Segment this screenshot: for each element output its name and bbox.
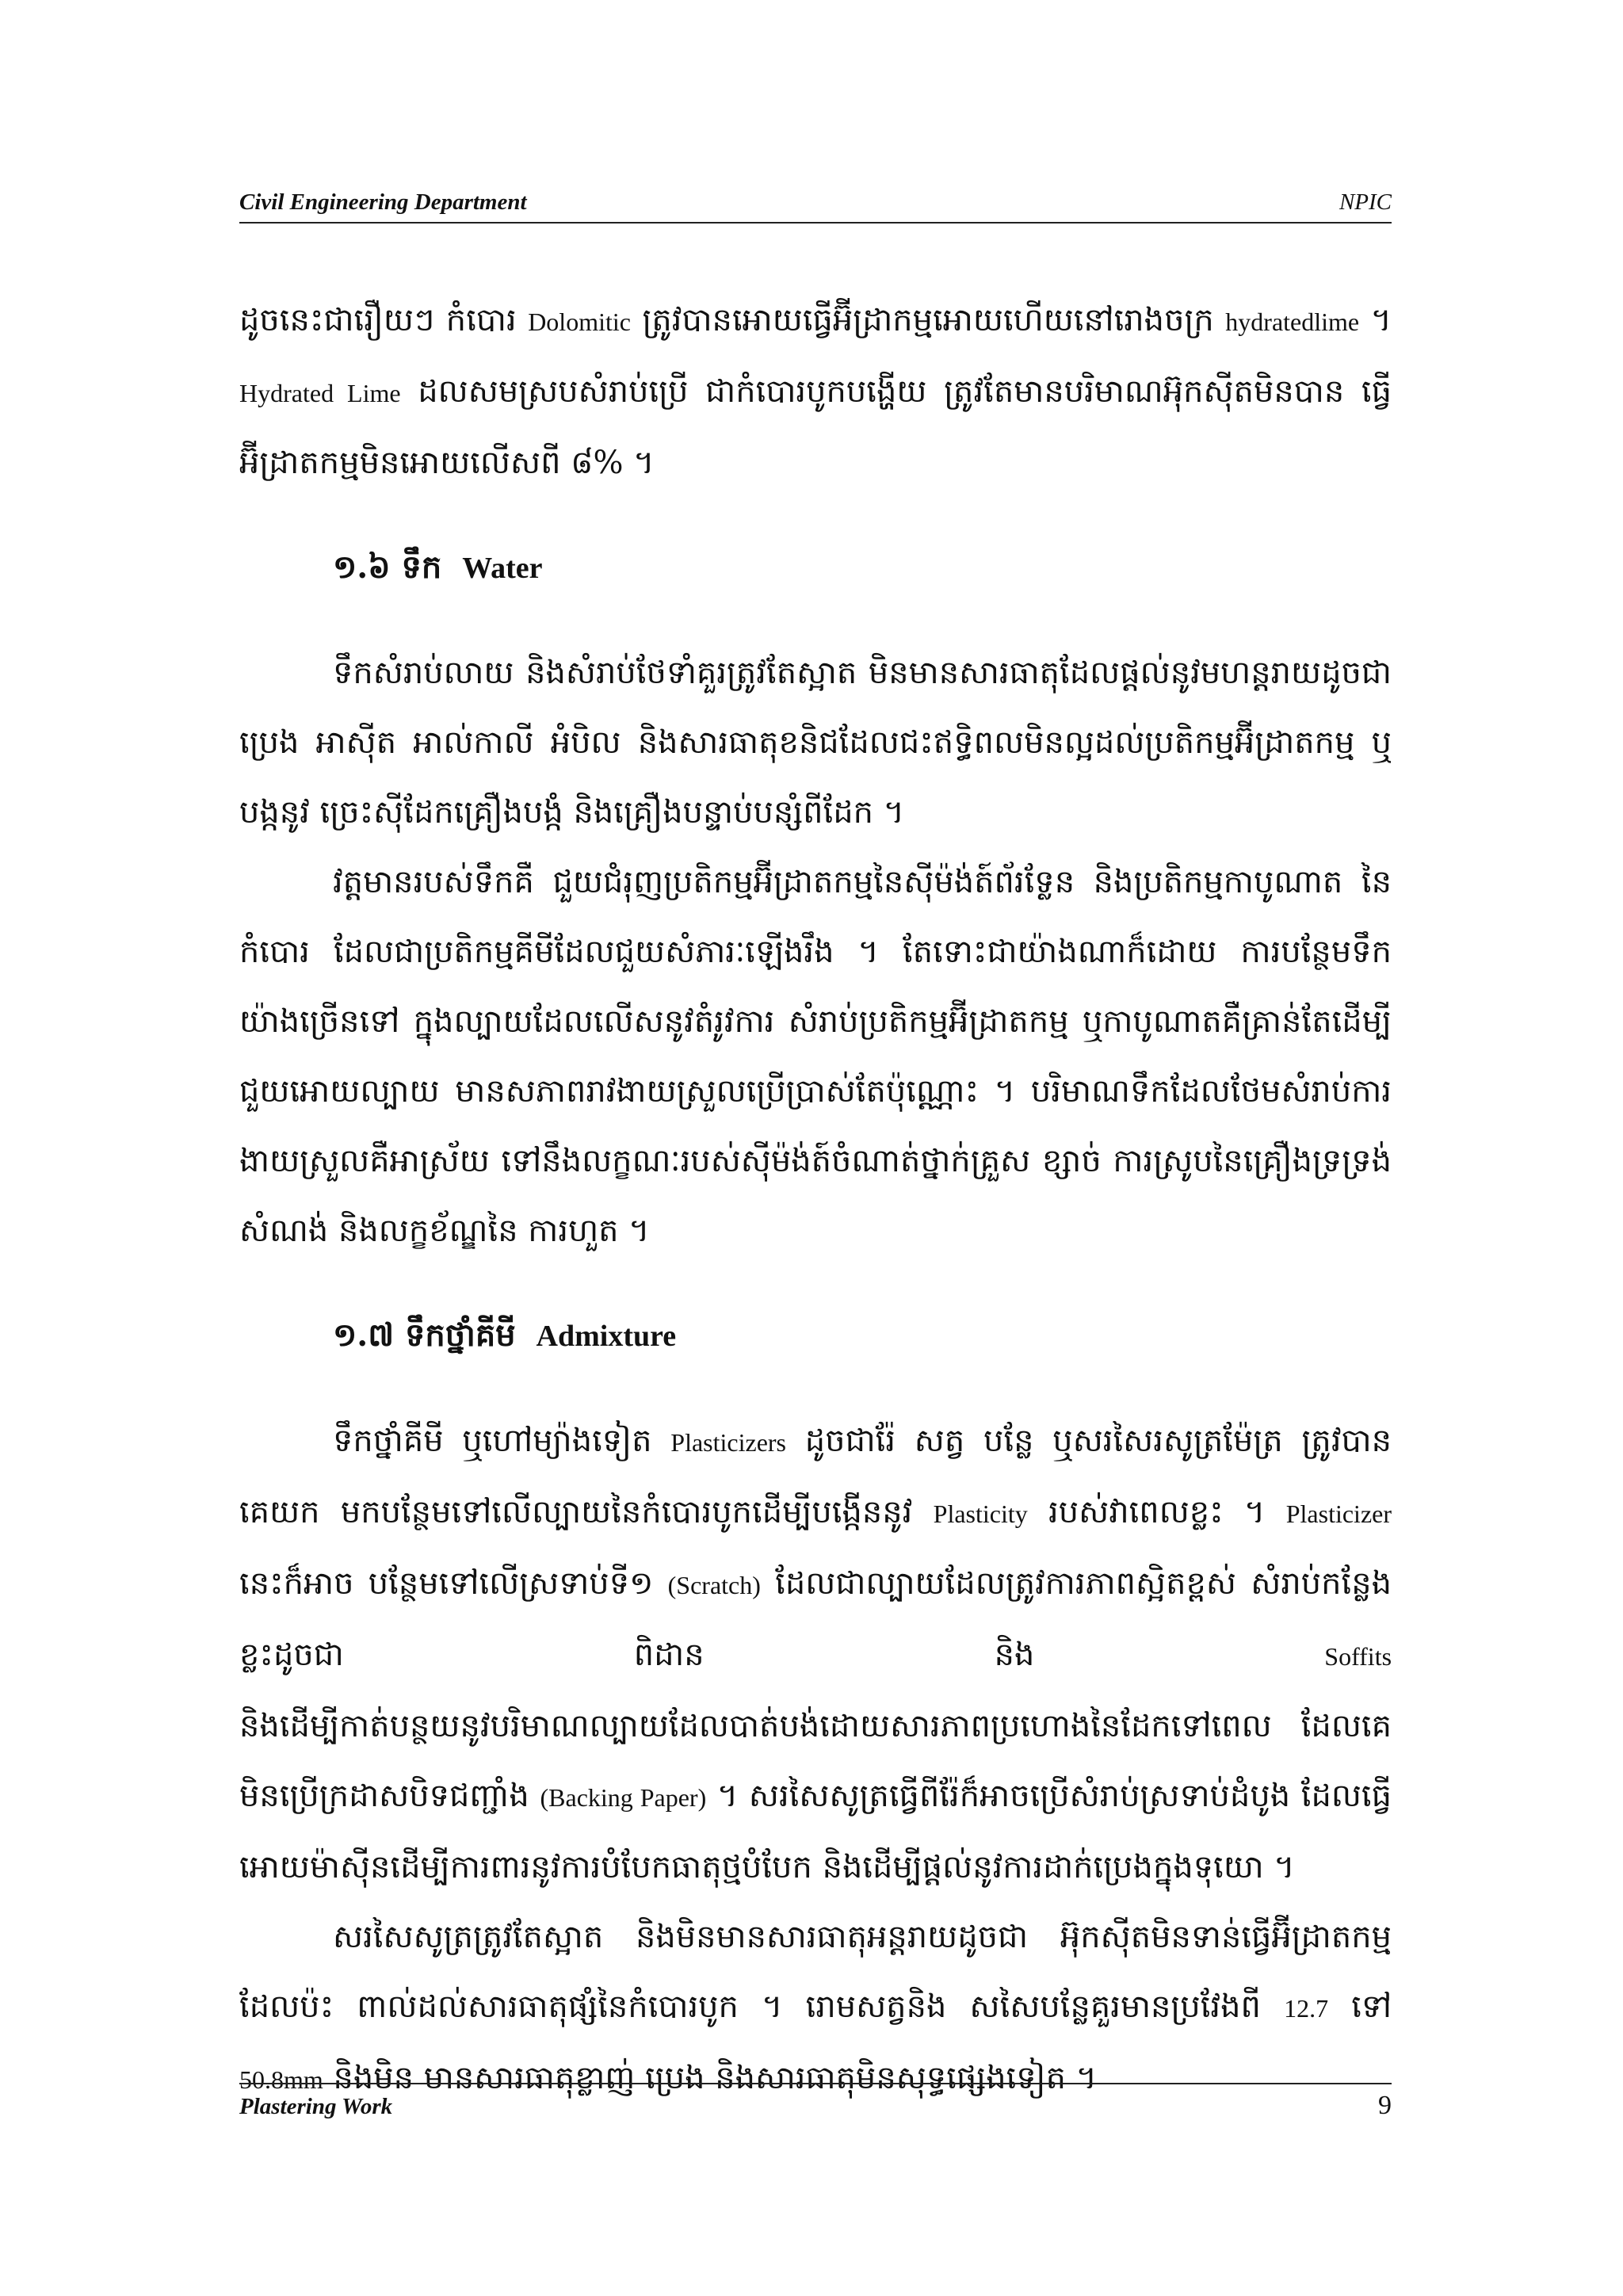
section-number: ១.៧: [333, 1316, 395, 1354]
term-scratch: (Scratch): [667, 1571, 761, 1599]
footer-title: Plastering Work: [239, 2094, 393, 2119]
intro-term-hydrated-lime: Hydrated Lime: [239, 379, 401, 407]
paragraph-text: ដែលជាល្បាយដែលត្រូវការភាពស្អិតខ្ពស់: [775, 1565, 1236, 1602]
term-soffits: Soffits: [1324, 1642, 1392, 1671]
section-title-kh: ទឹក: [401, 548, 442, 586]
intro-text: ដលសមស្របសំរាប់ប្រើ ជាកំបោរបូកបង្ហើយ ត្រូវតែមានបរិមាណអ៊ុកស៊ីតមិនបាន ធ្វើអ៊ីដ្រាតកម្មមិនអោយលើសពី ៨% ។: [239, 373, 1392, 481]
term-plasticity: Plasticity: [933, 1499, 1028, 1528]
paragraph-text: ដូចជារ៉ែ សត្វ បន្លែ ឬសរសៃរសូត្រម៉ែត្រ ត្រូវបានគេយក មកបន្ថែមទៅលើល្បាយនៃកំបោរបូកដើម្បីបង្កើននូវ: [239, 1423, 1392, 1530]
section-heading-water: [333, 542, 1392, 594]
section-heading-admixture: [333, 1310, 1392, 1362]
paragraph-text: សំរាប់កន្លែងខ្លះដូចជា: [239, 1565, 1392, 1673]
paragraph-text: សរសៃសូត្រត្រូវតែស្អាត និងមិនមានសារធាតុអន្តរាយដូចជា អ៊ុកស៊ីតមិនទាន់ធ្វើអ៊ីដ្រាតកម្មដែលប៉ះ ពាល់ដល់សារធាតុផ្សំនៃកំបោរបូក ។ រោមសត្វនិង សសៃបន្លែគួរមានប្រវែងពី: [239, 1919, 1392, 2025]
section-title-kh: ទឹកថ្នាំគីមី: [404, 1316, 516, 1354]
intro-text: ។: [1370, 302, 1392, 338]
paragraph-text: ទៅ: [1351, 1988, 1392, 2025]
value-min-length: 12.7: [1284, 1994, 1329, 2023]
paragraph-text: ទឹកថ្នាំគីមី ឬហៅម្យ៉ាងទៀត: [333, 1423, 652, 1459]
value-max-length: 50.8mm: [239, 2065, 323, 2094]
page-header: [239, 190, 1392, 223]
paragraph-text: និងមិន មានសារធាតុខ្លាញ់ ប្រេង និងសារធាតុមិនសុទ្ធផ្សេងទៀត ។: [333, 2060, 1098, 2096]
admixture-paragraph-1-continued: [239, 1691, 1392, 1902]
term-backing-paper: (Backing Paper): [540, 1783, 707, 1812]
intro-paragraph: [239, 285, 1392, 498]
paragraph-text: ។ សរសៃសូត្រធ្វើពីរ៉ែក៏អាចប្រើសំរាប់ស្រទាប់ដំបូង ដែលធ្វើអោយម៉ាស៊ីនដើម្បីការពារនូវការបំបែកធាតុថ្មបំបែក និងដើម្បីផ្តល់នូវការដាក់ប្រេងក្នុងទុយោ ។: [239, 1778, 1392, 1885]
water-paragraph-2: វត្តមានរបស់ទឹកគឺ ជួយជំរុញប្រតិកម្មអ៊ីដ្រាតកម្មនៃស៊ីម៉ង់ត៍ព័រទ្លែន និងប្រតិកម្មកាបូណាត នៃកំបោរ ដែលជាប្រតិកម្មគីមីដែលជួយសំភារៈឡើងរឹង ។ តែទោះជាយ៉ាងណាក៏ដោយ ការបន្ថែមទឹក យ៉ាងច្រើនទៅ ក្នុងល្បាយដែលលើសនូវតំរូវការ សំរាប់ប្រតិកម្មអ៊ីដ្រាតកម្ម ឬកាបូណាតគឺគ្រាន់តែដើម្បី ជួយអោយល្បាយ មានសភាពរាវងាយស្រួលប្រើប្រាស់តែប៉ុណ្ណោះ ។ បរិមាណទឹកដែលថែមសំរាប់ការ ងាយស្រួលគឺអាស្រ័យ ទៅនឹងលក្ខណៈរបស់ស៊ីម៉ង់ត៍ចំណាត់ថ្នាក់គ្រួស ខ្សាច់ ការស្រូបនៃគ្រឿងទ្រទ្រង់ សំណង់ និងលក្ខខ័ណ្ឌនៃ ការហួត ។: [239, 864, 1392, 1249]
header-department: Civil Engineering Department: [239, 189, 527, 215]
intro-term-dolomitic: Dolomitic: [528, 308, 631, 336]
page-footer: [239, 2083, 1392, 2124]
term-plasticizer: Plasticizer: [1285, 1499, 1392, 1528]
intro-text: ដូចនេះជារឿយៗ កំបោរ: [239, 302, 517, 338]
intro-term-hydratedlime: hydratedlime: [1225, 308, 1360, 336]
paragraph-text: និងដើម្បីកាត់បន្ថយនូវបរិមាណល្បាយដែលបាត់បង់ដោយសារភាពប្រហោងនៃដែកទៅពេល: [239, 1708, 1272, 1744]
water-paragraph-1: ទឹកសំរាប់លាយ និងសំរាប់ថែទាំគួរត្រូវតែស្អាត មិនមានសារធាតុដែលផ្តល់នូវមហន្តរាយដូចជា ប្រេង អាស៊ីត អាល់កាលី អំបិល និងសារធាតុខនិជដែលជះឥទ្ធិពលមិនល្អដល់ប្រតិកម្មអ៊ីដ្រាតកម្ម ឬបង្កនូវ ច្រេះស៊ីដែកគ្រឿងបង្កំ និងគ្រឿងបន្ទាប់បន្សំពីដែក ។: [239, 655, 1392, 831]
intro-text: ត្រូវបានអោយធ្វើអ៊ីដ្រាកម្មអោយហើយនៅរោងចក្រ: [642, 302, 1214, 338]
header-institution: NPIC: [1338, 189, 1392, 215]
term-plasticizers: Plasticizers: [670, 1428, 786, 1457]
section-title-en: Water: [462, 552, 543, 585]
paragraph-text: នេះក៏អាច បន្ថែមទៅលើស្រទាប់ទី១: [239, 1565, 654, 1602]
paragraph-text: របស់វាពេលខ្លះ ។: [1048, 1494, 1266, 1530]
admixture-paragraph-1: [239, 1406, 1392, 1691]
paragraph-text: ពិដាន: [633, 1637, 705, 1673]
section-title-en: Admixture: [536, 1320, 677, 1353]
page-content: [239, 285, 1392, 2115]
paragraph-text: និង: [994, 1637, 1035, 1673]
paragraph-text: ដែលគេមិនប្រើក្រដាសបិទជញ្ជាំង: [239, 1708, 1392, 1814]
page-number: 9: [1378, 2091, 1392, 2120]
section-number: ១.៦: [333, 548, 391, 586]
